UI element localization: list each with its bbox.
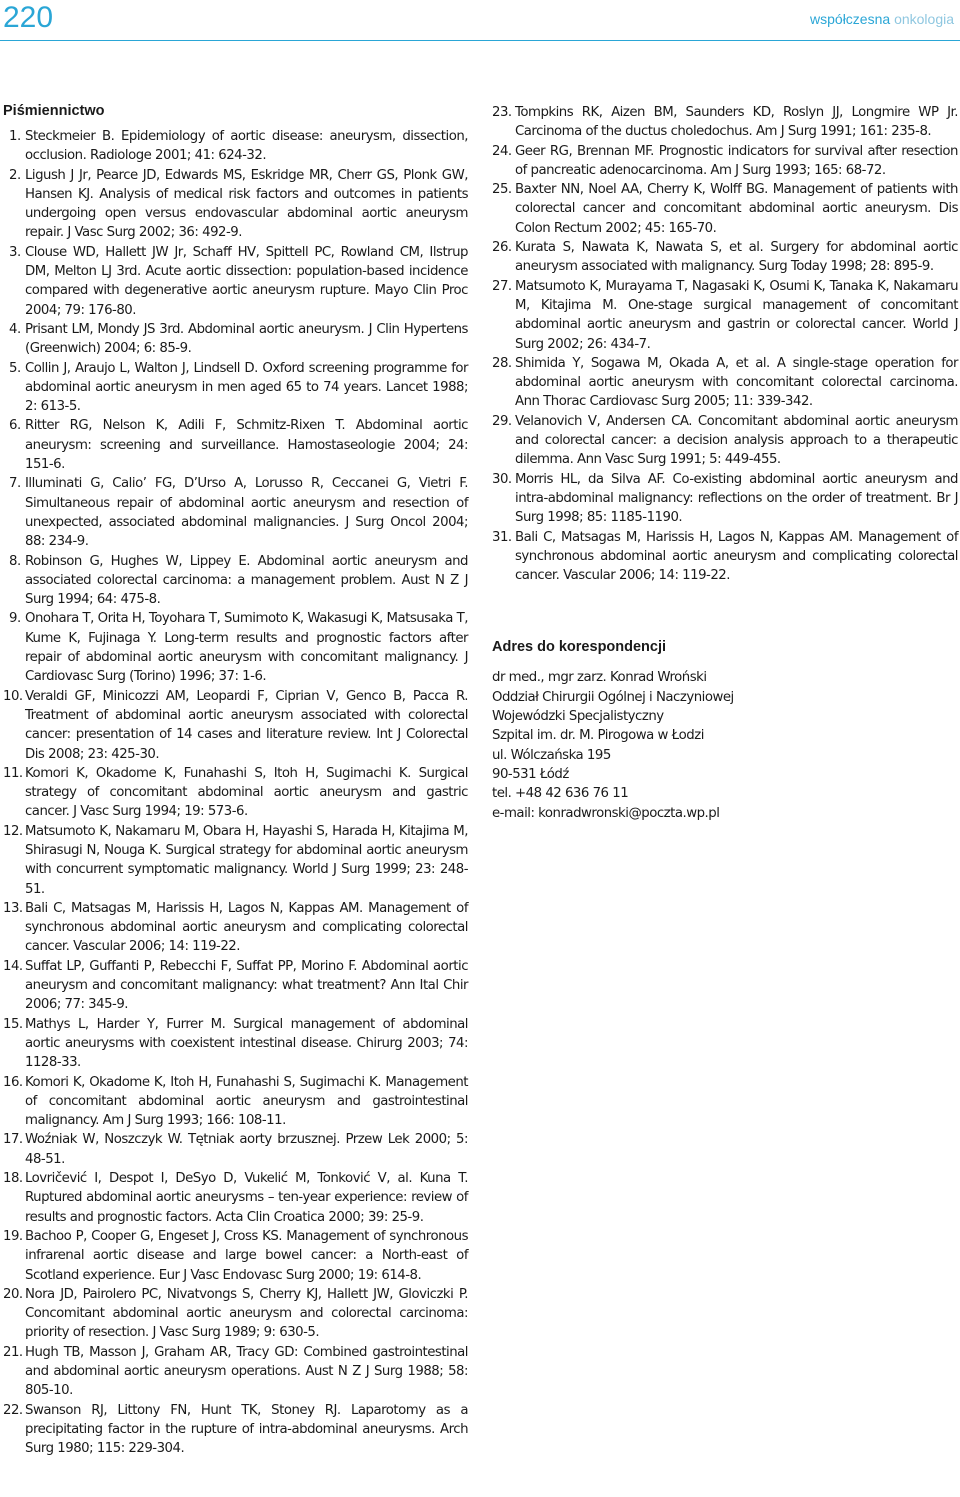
reference-number: 26. (492, 240, 512, 256)
references-heading: Piśmiennictwo (3, 103, 105, 119)
reference-item (492, 470, 958, 528)
reference-text: Morris HL, da Silva AF. Co-existing abdominal aortic aneurysm and intra-abdominal malignancy: reflections on the order of treatment. Br J Surg 1998; 85: 1185-1190. (515, 471, 958, 526)
reference-number: 14. (3, 958, 23, 974)
right-column (492, 103, 958, 823)
reference-text: Matsumoto K, Murayama T, Nagasaki K, Osumi K, Tanaka K, Nakamaru M, Kitajima M. One-stage surgical management of concomitant abdominal aortic aneurysm and gastrin or colorectal cancer. World J Surg 2002; 26: 434-7. (515, 278, 958, 352)
reference-text: Bali C, Matsagas M, Harissis H, Lagos N, Kappas AM. Management of synchronous abdominal aortic aneurysm and complicating colorectal cancer. Vascular 2006; 14: 119-22. (25, 900, 468, 955)
reference-text: Steckmeier B. Epidemiology of aortic disease: aneurysm, dissection, occlusion. Radiologe 2001; 41: 624-32. (25, 129, 468, 164)
reference-text: Komori K, Okadome K, Funahashi S, Itoh H, Sugimachi K. Surgical strategy of concomitant abdominal aortic aneurysm and gastric cancer. J Vasc Surg 1994; 19: 573-6. (25, 765, 468, 820)
reference-text: Ligush J Jr, Pearce JD, Edwards MS, Eskridge MR, Cherr GS, Plonk GW, Hansen KJ. Analysis of medical risk factors and outcomes in patients undergoing open versus endovascular abdominal aortic aneurysm repair. J Vasc Surg 2002; 36: 492-9. (25, 167, 468, 241)
reference-text: Bachoo P, Cooper G, Engeset J, Cross KS. Management of synchronous infrarenal aortic disease and large bowel cancer: a North-east of Scotland experience. Eur J Vasc Endovasc Surg 2000; 19: 614-8. (25, 1228, 468, 1283)
correspondence-line: Szpital im. dr. M. Pirogowa w Łodzi (492, 728, 704, 744)
reference-item (3, 1227, 468, 1285)
reference-number: 20. (3, 1286, 23, 1302)
reference-number: 24. (492, 143, 512, 159)
reference-item (3, 552, 468, 610)
reference-number: 13. (3, 900, 23, 916)
correspondence-line: ul. Wólczańska 195 (492, 747, 611, 763)
reference-number: 31. (492, 529, 512, 545)
reference-number: 7. (9, 476, 21, 492)
reference-number: 29. (492, 413, 512, 429)
reference-text: Hugh TB, Masson J, Graham AR, Tracy GD: Combined gastrointestinal and abdominal aortic aneurysm operations. Aust N Z J Surg 1988; 58: 805-10. (25, 1344, 468, 1399)
reference-number: 2. (9, 167, 21, 183)
reference-item (3, 359, 468, 417)
reference-text: Illuminati G, Calio’ FG, D’Urso A, Lorusso R, Ceccanei G, Vietri F. Simultaneous repair of abdominal aortic aneurysm and resection of unexpected, associated abdominal malignancies. J Surg Oncol 2004; 88: 234-9. (25, 476, 468, 550)
correspondence-lines (492, 668, 958, 822)
reference-text: Velanovich V, Andersen CA. Concomitant abdominal aortic aneurysm and colorectal cancer: a decision analysis approach to a therapeutic dilemma. Ann Vasc Surg 1991; 5: 449-455. (515, 413, 958, 468)
reference-text: Clouse WD, Hallett JW Jr, Schaff HV, Spittell PC, Rowland CM, Ilstrup DM, Melton LJ 3rd. Acute aortic dissection: population-based incidence compared with degenerative aortic aneurysm rupture. Mayo Clin Proc 2004; 79: 176-80. (25, 244, 468, 318)
reference-text: Mathys L, Harder Y, Furrer M. Surgical management of abdominal aortic aneurysms with coexistent intestinal disease. Chirurg 2003; 74: 1128-33. (25, 1016, 468, 1071)
reference-item (3, 1130, 468, 1169)
reference-item (3, 320, 468, 359)
reference-item (492, 142, 958, 181)
reference-item (492, 180, 958, 238)
reference-item (3, 243, 468, 320)
reference-text: Veraldi GF, Minicozzi AM, Leopardi F, Ciprian V, Genco B, Pacca R. Treatment of abdominal aortic aneurysm associated with colorectal cancer: presentation of 14 cases and literature review. Int J Colorectal Dis 2008; 23: 425-30. (25, 688, 468, 762)
reference-number: 30. (492, 471, 512, 487)
reference-text: Suffat LP, Guffanti P, Rebecchi F, Suffat PP, Morino F. Abdominal aortic aneurysm and concomitant malignancy: what treatment? Ann Ital Chir 2006; 77: 345-9. (25, 958, 468, 1013)
reference-number: 1. (9, 129, 21, 144)
reference-number: 15. (3, 1016, 23, 1032)
reference-text: Tompkins RK, Aizen BM, Saunders KD, Roslyn JJ, Longmire WP Jr. Carcinoma of the ductus choledochus. Am J Surg 1991; 161: 235-8. (515, 105, 958, 140)
correspondence-block (492, 637, 958, 822)
reference-text: Robinson G, Hughes W, Lippey E. Abdominal aortic aneurysm and associated colorectal carcinoma: a management problem. Aust N Z J Surg 1994; 64: 475-8. (25, 553, 468, 608)
reference-text: Baxter NN, Noel AA, Cherry K, Wolff BG. Management of patients with colorectal cancer and concomitant abdominal aortic aneurysm. Dis Colon Rectum 2002; 45: 165-70. (515, 182, 958, 236)
reference-text: Bali C, Matsagas M, Harissis H, Lagos N, Kappas AM. Management of synchronous abdominal aortic aneurysm and complicating colorectal cancer. Vascular 2006; 14: 119-22. (515, 529, 958, 584)
reference-number: 4. (9, 321, 21, 337)
reference-text: Komori K, Okadome K, Itoh H, Funahashi S, Sugimachi K. Management of concomitant abdominal aortic aneurysm and gastrointestinal malignancy. Am J Surg 1993; 166: 108-11. (25, 1074, 468, 1129)
references-list-left (3, 127, 468, 1458)
reference-number: 6. (9, 418, 21, 434)
reference-item (3, 474, 468, 551)
reference-item (492, 354, 958, 412)
reference-text: Ritter RG, Nelson K, Adili F, Schmitz-Rixen T. Abdominal aortic aneurysm: screening and surveillance. Hamostaseologie 2004; 24: 151-6. (25, 418, 468, 473)
reference-number: 19. (3, 1228, 23, 1244)
reference-item (3, 127, 468, 166)
reference-item (3, 1169, 468, 1227)
correspondence-line: e-mail: konradwronski@poczta.wp.pl (492, 805, 720, 821)
reference-item (3, 1015, 468, 1073)
reference-number: 28. (492, 355, 512, 371)
reference-item (3, 764, 468, 822)
reference-number: 8. (9, 553, 21, 569)
correspondence-line: Oddział Chirurgii Ogólnej i Naczyniowej (492, 689, 734, 705)
reference-text: Shimida Y, Sogawa M, Okada A, et al. A single-stage operation for abdominal aortic aneurysm with concomitant colorectal carcinoma. Ann Thorac Cardiovasc Surg 2005; 11: 339-342. (515, 355, 958, 410)
references-list-right (492, 103, 958, 585)
reference-text: Matsumoto K, Nakamaru M, Obara H, Hayashi S, Harada H, Kitajima M, Shirasugi N, Nouga K. Surgical strategy for abdominal aortic aneurysm with concurrent symptomatic malignancy. World J Surg 1999; 23: 248-51. (25, 823, 468, 897)
reference-item (3, 609, 468, 686)
reference-number: 3. (9, 244, 21, 260)
reference-text: Woźniak W, Noszczyk W. Tętniak aorty brzusznej. Przew Lek 2000; 5: 48-51. (25, 1132, 468, 1167)
reference-item (3, 899, 468, 957)
reference-item (3, 822, 468, 899)
reference-item (492, 103, 958, 142)
reference-item (3, 1401, 468, 1459)
correspondence-line: 90-531 Łódź (492, 766, 569, 782)
left-column (3, 101, 468, 1458)
journal-name-part1: współczesna (810, 11, 891, 27)
reference-number: 25. (492, 182, 512, 198)
reference-text: Collin J, Araujo L, Walton J, Lindsell D. Oxford screening programme for abdominal aortic aneurysm in men aged 65 to 74 years. Lancet 1988; 2: 613-5. (25, 360, 468, 415)
reference-number: 12. (3, 823, 23, 839)
reference-text: Swanson RJ, Littony FN, Hunt TK, Stoney RJ. Laparotomy as a precipitating factor in the rupture of intra-abdominal aneurysms. Arch Surg 1980; 115: 229-304. (25, 1402, 468, 1457)
reference-text: Lovričević I, Despot I, DeSyo D, Vukelić M, Tonković V, al. Kuna T. Ruptured abdominal aortic aneurysms – ten-year experience: review of results and prognostic factors. Acta Clin Croatica 2000; 39: 25-9. (25, 1171, 468, 1225)
page-header (0, 0, 960, 41)
reference-text: Geer RG, Brennan MF. Prognostic indicators for survival after resection of pancreatic adenocarcinoma. Am J Surg 1993; 165: 68-72. (515, 143, 958, 178)
reference-number: 16. (3, 1074, 23, 1090)
reference-number: 22. (3, 1402, 23, 1418)
reference-number: 11. (3, 765, 23, 781)
correspondence-line: tel. +48 42 636 76 11 (492, 786, 629, 802)
correspondence-line: dr med., mgr zarz. Konrad Wroński (492, 670, 707, 686)
reference-number: 9. (9, 611, 21, 627)
reference-item (492, 528, 958, 586)
journal-name-part2: onkologia (894, 11, 954, 27)
reference-item (3, 1073, 468, 1131)
reference-item (3, 957, 468, 1015)
journal-name (810, 11, 954, 27)
reference-number: 21. (3, 1344, 23, 1360)
reference-item (3, 166, 468, 243)
correspondence-line: Wojewódzki Specjalistyczny (492, 709, 664, 725)
reference-number: 17. (3, 1132, 23, 1148)
reference-item (492, 277, 958, 354)
reference-number: 5. (9, 360, 21, 376)
reference-item (492, 412, 958, 470)
reference-text: Prisant LM, Mondy JS 3rd. Abdominal aortic aneurysm. J Clin Hypertens (Greenwich) 2004; 6: 85-9. (25, 321, 468, 357)
page-number: 220 (3, 1, 54, 34)
reference-number: 23. (492, 105, 512, 120)
correspondence-heading: Adres do korespondencji (492, 639, 667, 656)
reference-number: 18. (3, 1171, 23, 1187)
reference-text: Nora JD, Pairolero PC, Nivatvongs S, Cherry KJ, Hallett JW, Gloviczki P. Concomitant abdominal aortic aneurysm and colorectal carcinoma: priority of resection. J Vasc Surg 1989; 9: 630-5. (25, 1286, 468, 1341)
reference-item (492, 238, 958, 277)
reference-number: 27. (492, 278, 512, 294)
reference-item (3, 416, 468, 474)
reference-text: Onohara T, Orita H, Toyohara T, Sumimoto K, Wakasugi K, Matsusaka T, Kume K, Fujinaga Y. Long-term results and prognostic factors after repair of abdominal aortic aneurysm with concomitant malignancy. J Cardiovasc Surg (Torino) 1996; 37: 1-6. (25, 611, 468, 685)
reference-number: 10. (3, 688, 23, 704)
reference-item (3, 1343, 468, 1401)
reference-item (3, 1285, 468, 1343)
reference-text: Kurata S, Nawata K, Nawata S, et al. Surgery for abdominal aortic aneurysm associated with malignancy. Surg Today 1998; 28: 895-9. (515, 240, 958, 275)
reference-item (3, 687, 468, 764)
